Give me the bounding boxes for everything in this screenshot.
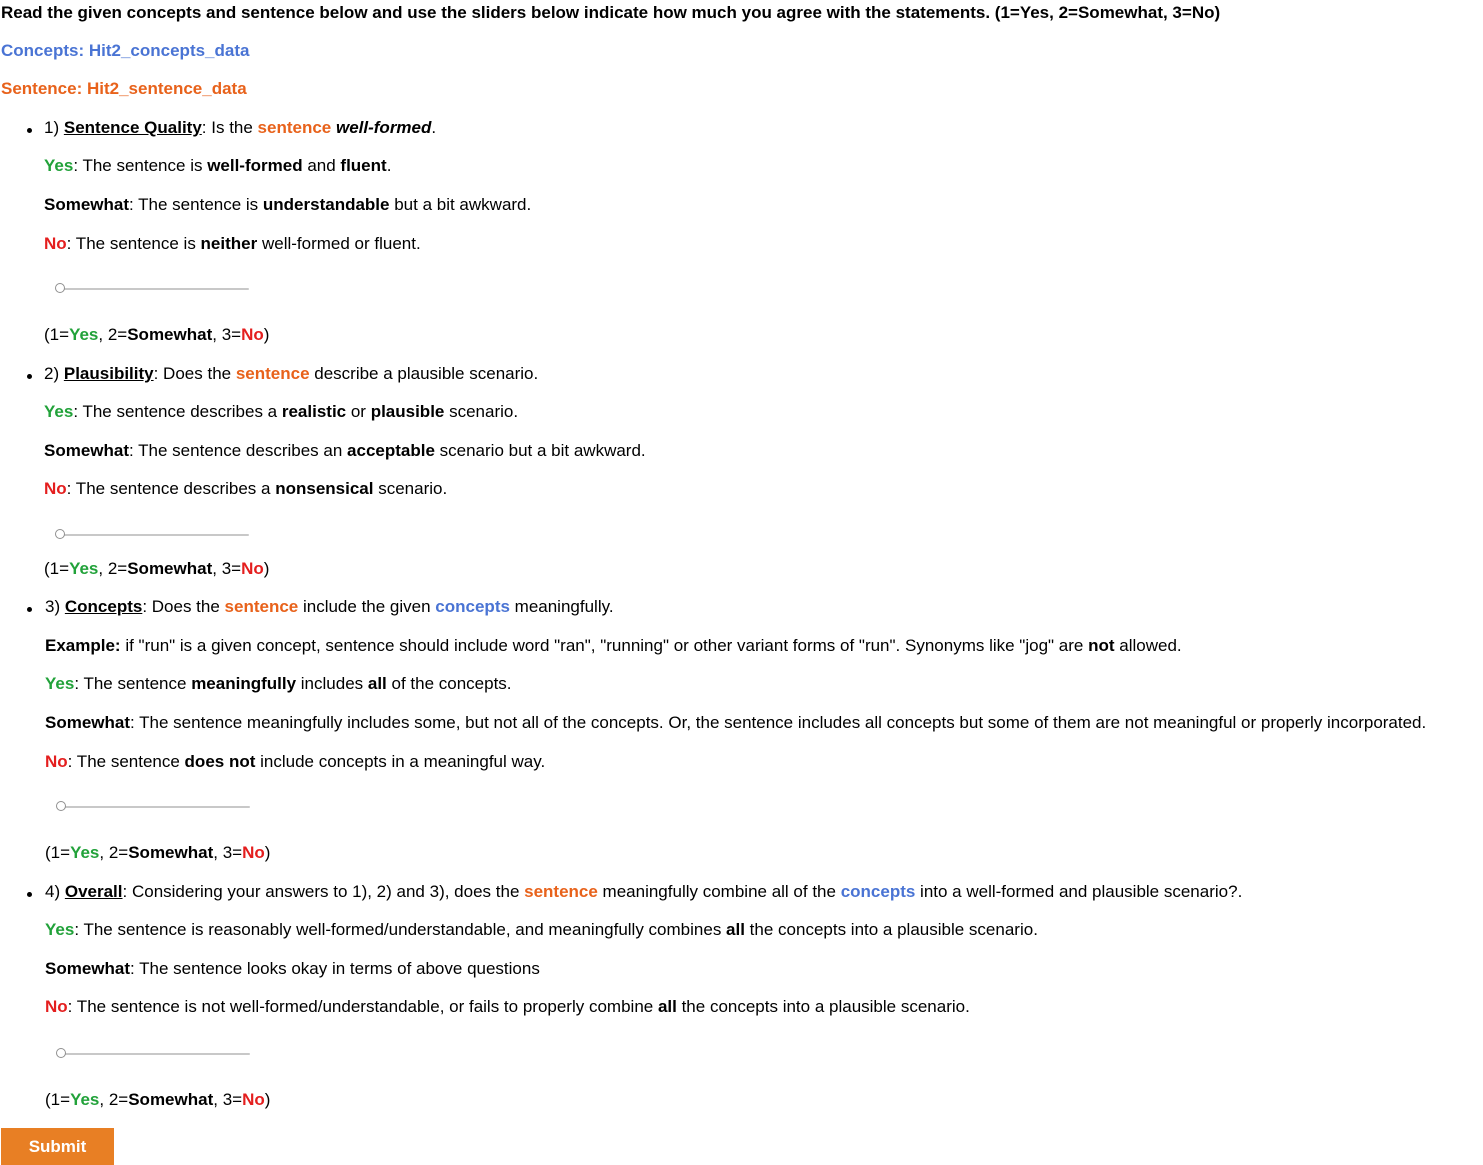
scale-no: No (241, 559, 264, 578)
yes-bold: fluent (340, 156, 387, 175)
bullet-icon (27, 374, 32, 379)
example-text: allowed. (1114, 636, 1182, 655)
scale-yes: Yes (70, 843, 100, 862)
scale-two: 2= (107, 559, 128, 578)
scale-three: 3= (222, 843, 243, 862)
sentence-label: Sentence: (1, 79, 83, 98)
yes-text: scenario. (444, 402, 519, 421)
no-text: well-formed or fluent. (257, 234, 421, 253)
no-bold: neither (200, 234, 258, 253)
no-label: No (45, 752, 68, 771)
sentence-value: Hit2_sentence_data (86, 79, 247, 98)
q3-somewhat-line (45, 713, 1426, 733)
q3-example-line (45, 636, 1182, 656)
somewhat-text: : The sentence is (129, 195, 263, 214)
q1-scale-legend: (1=Yes, 2=Somewhat, 3=No) (44, 325, 270, 344)
no-label: No (44, 234, 67, 253)
bullet-icon (27, 607, 32, 612)
yes-label: Yes (44, 156, 74, 175)
scale-yes: Yes (69, 559, 99, 578)
q1-somewhat-line (44, 195, 531, 215)
scale-two: 2= (108, 1090, 129, 1109)
scale-yes: Yes (69, 325, 99, 344)
scale-no: No (241, 325, 264, 344)
somewhat-text: : The sentence looks okay in terms of above questions (130, 959, 540, 978)
question-text: include the given (298, 597, 436, 616)
no-text: include concepts in a meaningful way. (255, 752, 546, 771)
concepts-keyword: concepts (840, 882, 916, 901)
question-3-title: Concepts (64, 597, 143, 616)
yes-text: the concepts into a plausible scenario. (744, 920, 1038, 939)
slider-thumb[interactable] (55, 283, 65, 293)
question-text: meaningfully combine all of the (597, 882, 841, 901)
q4-rating-slider[interactable] (56, 1046, 250, 1062)
yes-text: : The sentence (74, 674, 192, 693)
question-3-heading (45, 597, 614, 617)
no-bold: all (657, 997, 677, 1016)
question-1-title: Sentence Quality (63, 118, 202, 137)
no-bold: nonsensical (275, 479, 374, 498)
scale-three: 3= (221, 325, 242, 344)
yes-bold: realistic (281, 402, 347, 421)
question-number: 3) (45, 597, 61, 616)
concepts-keyword: concepts (435, 597, 510, 616)
yes-label: Yes (45, 674, 75, 693)
no-text: : The sentence is (66, 234, 201, 253)
sentence-line (1, 79, 247, 99)
q1-yes-line (44, 156, 391, 176)
somewhat-text: : The sentence meaningfully includes some, but not all of the concepts. Or, the sentence includes all concepts but some of them are not meaningful or properly incorporated. (130, 713, 1427, 732)
yes-bold: all (367, 674, 387, 693)
yes-bold: meaningfully (191, 674, 297, 693)
concepts-value: Hit2_concepts_data (88, 41, 250, 60)
somewhat-bold: acceptable (347, 441, 435, 460)
somewhat-label: Somewhat (44, 441, 130, 460)
scale-yes: Yes (70, 1090, 100, 1109)
question-number: 2) (44, 364, 60, 383)
scale-three: 3= (222, 1090, 243, 1109)
scale-one: 1= (50, 1090, 71, 1109)
question-text: into a well-formed and plausible scenario?. (915, 882, 1243, 901)
yes-text: : The sentence is (73, 156, 208, 175)
example-label: Example: (45, 636, 121, 655)
somewhat-label: Somewhat (45, 713, 131, 732)
question-1-heading: 1) Sentence Quality: Is the sentence well-formed. (44, 118, 437, 137)
yes-text: : The sentence is reasonably well-formed/understandable, and meaningfully combines (74, 920, 727, 939)
question-text: : Is the (201, 118, 258, 137)
yes-text: and (302, 156, 341, 175)
yes-text: : The sentence describes a (73, 402, 282, 421)
q1-rating-slider[interactable] (55, 281, 249, 297)
no-text: scenario. (373, 479, 448, 498)
submit-button[interactable]: Submit (1, 1128, 114, 1165)
question-text: meaningfully. (509, 597, 614, 616)
question-text: : Considering your answers to 1), 2) and 3), does the (122, 882, 525, 901)
scale-one: 1= (50, 843, 71, 862)
slider-thumb[interactable] (56, 1048, 66, 1058)
yes-label: Yes (44, 402, 74, 421)
question-2-heading (44, 364, 538, 384)
question-emphasis: well-formed (335, 118, 432, 137)
concepts-line (1, 41, 249, 61)
question-text: : Does the (153, 364, 236, 383)
q4-scale-legend: (1=Yes, 2=Somewhat, 3=No) (45, 1090, 271, 1109)
sentence-keyword: sentence (524, 882, 598, 901)
q3-rating-slider[interactable] (56, 799, 250, 815)
sentence-keyword: sentence (235, 364, 310, 383)
somewhat-bold: understandable (262, 195, 390, 214)
scale-somewhat: Somewhat (127, 325, 213, 344)
q3-yes-line (45, 674, 512, 694)
slider-track[interactable] (59, 288, 249, 290)
scale-no: No (242, 843, 265, 862)
no-label: No (44, 479, 67, 498)
scale-three: 3= (221, 559, 242, 578)
scale-somewhat: Somewhat (128, 1090, 214, 1109)
somewhat-text: but a bit awkward. (389, 195, 532, 214)
scale-two: 2= (108, 843, 129, 862)
question-4-title: Overall (64, 882, 123, 901)
scale-somewhat: Somewhat (128, 843, 214, 862)
scale-somewhat: Somewhat (127, 559, 213, 578)
yes-bold: all (726, 920, 745, 939)
example-text: if "run" is a given concept, sentence should include word "ran", "running" or other variant forms of "run". Synonyms like "jog" are (120, 636, 1089, 655)
yes-label: Yes (45, 920, 75, 939)
yes-text: includes (296, 674, 368, 693)
example-bold: not (1088, 636, 1115, 655)
question-text: describe a plausible scenario. (309, 364, 539, 383)
bullet-icon (27, 892, 32, 897)
slider-track[interactable] (60, 806, 250, 808)
yes-text: . (386, 156, 392, 175)
slider-track[interactable] (59, 534, 249, 536)
q2-no-line (44, 479, 447, 499)
scale-one: 1= (49, 325, 70, 344)
q2-somewhat-line (44, 441, 646, 461)
no-text: : The sentence (67, 752, 185, 771)
q2-scale-legend: (1=Yes, 2=Somewhat, 3=No) (44, 559, 270, 578)
no-text: : The sentence is not well-formed/understandable, or fails to properly combine (67, 997, 658, 1016)
yes-text: or (346, 402, 371, 421)
no-text: : The sentence describes a (66, 479, 276, 498)
q2-rating-slider[interactable] (55, 527, 249, 543)
bullet-icon (27, 128, 32, 133)
no-bold: does not (184, 752, 256, 771)
slider-thumb[interactable] (55, 529, 65, 539)
yes-text: of the concepts. (386, 674, 512, 693)
somewhat-text: scenario but a bit awkward. (434, 441, 646, 460)
no-label: No (45, 997, 68, 1016)
q2-yes-line (44, 402, 518, 422)
scale-one: 1= (49, 559, 70, 578)
q4-yes-line (45, 920, 1038, 940)
question-number: 1) (44, 118, 60, 137)
sentence-keyword: sentence (224, 597, 299, 616)
yes-bold: well-formed (207, 156, 303, 175)
slider-track[interactable] (60, 1053, 250, 1055)
somewhat-label: Somewhat (44, 195, 130, 214)
question-number: 4) (45, 882, 61, 901)
yes-bold: plausible (370, 402, 445, 421)
question-text: : Does the (142, 597, 225, 616)
somewhat-text: : The sentence describes an (129, 441, 348, 460)
q1-no-line (44, 234, 421, 254)
q4-somewhat-line (45, 959, 540, 979)
q3-no-line (45, 752, 545, 772)
q4-no-line (45, 997, 970, 1017)
concepts-label: Concepts: (1, 41, 85, 60)
question-4-heading (45, 882, 1242, 902)
question-2-title: Plausibility (63, 364, 154, 383)
scale-two: 2= (107, 325, 128, 344)
somewhat-label: Somewhat (45, 959, 131, 978)
q3-scale-legend: (1=Yes, 2=Somewhat, 3=No) (45, 843, 271, 862)
no-text: the concepts into a plausible scenario. (676, 997, 970, 1016)
slider-thumb[interactable] (56, 801, 66, 811)
scale-no: No (242, 1090, 265, 1109)
sentence-keyword: sentence (257, 118, 332, 137)
instructions-text: Read the given concepts and sentence below and use the sliders below indicate how much you agree with the statements. (1=Yes, 2=Somewhat, 3=No) (1, 3, 1221, 22)
